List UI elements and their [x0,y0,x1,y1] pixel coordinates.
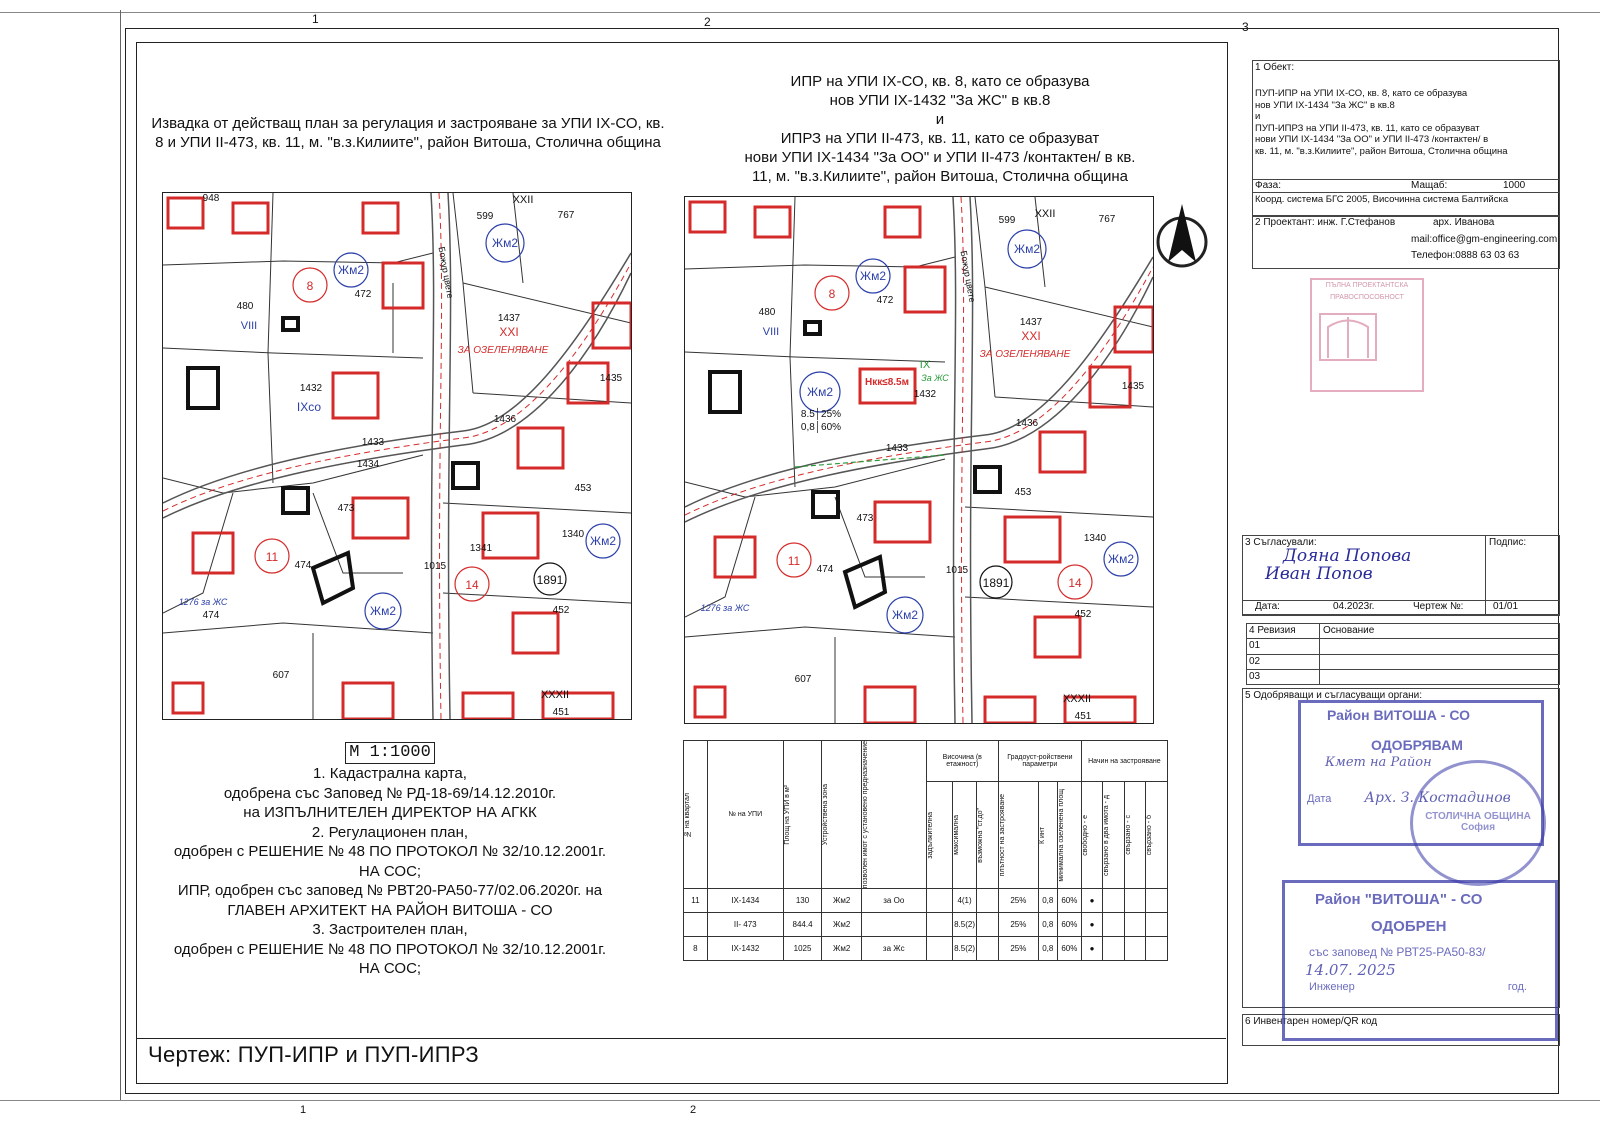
kv11-label: 11 [265,550,279,564]
height-label: Hкк≤8.5м [864,377,910,388]
approval-stamp-order: Район "ВИТОША" - СО ОДОБРЕН със заповед № РВТ25-РА50-83/ 14.07. 2025 Инженер год. [1282,880,1558,1041]
parcel-label: 1437 [497,313,521,324]
params-line1: 8.5│25% [800,409,842,420]
plan-notes: М 1:1000 1. Кадастрална карта, одобрена със Заповед № РД-18-69/14.12.2010г. на ИЗПЪЛНИТЕЛЕН ДИРЕКТОР НА АГКК 2. Регулационен план, одобрен с РЕШЕНИЕ № 48 ПО ПРОТОКОЛ № 32/10.12.2001г. НА СОС; ИПР, одобрен със заповед № РВТ20-РА50-77/02.06.2020г. на ГЛАВЕН АРХИТЕКТ НА РАЙОН ВИТОША - СО 3. Застроителен план, одобрен с РЕШЕНИЕ № 48 ПО ПРОТОКОЛ № 32/10.12.2001г. НА СОС; [173,743,607,977]
left-margin-line [120,10,121,1100]
parcel-label: 1341 [469,543,493,554]
table-row: 11 IX-1434 130 Жм2 за Оо 4(1) 25% 0,8 60% ● [684,889,1168,913]
parcel-label: 451 [1074,711,1092,722]
parcel-label: 453 [574,483,592,494]
params-line2: 0,8│60% [800,422,842,433]
zone-label: Жм2 [491,236,519,250]
parcel-label: 473 [337,503,355,514]
parcel-label: 1437 [1019,317,1043,328]
parcel-label: 1435 [599,373,623,384]
parcel-label: 1433 [361,437,385,448]
parcel-label: 474 [202,610,220,621]
upi-label: VIII [762,326,780,338]
xxi-label: XXI [499,325,519,339]
north-arrow-icon [1154,200,1210,272]
ruler-1: 1 [312,12,319,26]
object-section: 1 Обект: ПУП-ИПР на УПИ IX-СО, кв. 8, като се образува нов УПИ IX-1434 "За ЖС" в кв.8 и ПУП-ИПРЗ на УПИ II-473, кв. 11, като се образуват нови УПИ IX-1434 "За ОО" и УПИ II-473 /контактен/ в кв. 11, м. "в.з.Килиите", район Витоша, Столична община Фаза: Мащаб: 1000 Коорд. система БГС 2005, Височинна система Балтийска [1252,60,1560,217]
parcel-label: 1436 [1015,418,1039,429]
parcel-label: 767 [557,210,575,221]
designer-stamp: ПЪЛНА ПРОЕКТАНТСКА ПРАВОСПОСОБНОСТ [1310,278,1424,392]
zone-label: Жм2 [891,608,919,622]
zone-label: Жм2 [1107,552,1135,566]
parcel-label: 767 [1098,214,1116,225]
ruler-bottom-1: 1 [300,1104,307,1116]
approvals-section: 5 Одобряващи и съгласуващи органи: [1242,688,1560,1008]
road-label: Божур цвете [436,245,456,300]
parcel-label: 599 [476,211,494,222]
parcel-label: 452 [552,605,570,616]
parcel-label: 472 [354,289,372,300]
parcel-label: 1276 за ЖС [700,603,750,613]
xxi-label: XXI [1021,329,1041,343]
parcel-label: 1436 [493,414,517,425]
parcel-1891: 1891 [536,573,564,587]
parcel-label: 607 [794,674,812,685]
parcel-label: 1015 [423,561,447,572]
inventory-section: 6 Инвентарен номер/QR код [1242,1014,1560,1046]
new-upi-label: IX [919,359,931,371]
parcel-label: 1435 [1121,381,1145,392]
agreement-section: 3 Съгласували: Подпис: Дояна Попова Иван Попов [1242,535,1560,615]
upi-label: IXсо [296,400,322,414]
round-seal: СТОЛИЧНА ОБЩИНА София [1410,760,1546,886]
right-title: ИПР на УПИ IX-СО, кв. 8, като се образува нов УПИ IX-1432 "За ЖС" в кв.8 и ИПРЗ на УПИ II-473, кв. 11, като се образуват нови УПИ IX-1434 "За ОО" и УПИ II-473 /контактен/ в кв. 11, м. "в.з.Килиите", район Витоша, Столична община [744,73,1136,185]
parcel-label: 474 [816,564,834,575]
revision-section: 4 Ревизия Основание 01 02 03 [1246,623,1560,685]
parcel-label: 607 [272,670,290,681]
parcel-label: 480 [236,301,254,312]
parcel-label: 1434 [356,459,380,470]
parcel-label: 1015 [945,565,969,576]
parcel-label: 948 [202,193,220,204]
new-upi-purpose: За ЖС [921,373,949,383]
left-title: Извадка от действащ план за регулация и застрояване за УПИ IX-СО, кв. 8 и УПИ II-473, кв. 11, м. "в.з.Килиите", район Витоша, Столична община [151,115,665,151]
designer-section: 2 Проектант: инж. Г.Стефанов арх. Иванова mail:office@gm-engineering.com Телефон:0888 63 03 63 [1252,215,1560,269]
parcel-label: 1433 [885,443,909,454]
approval-stamp-mayor: Район ВИТОША - СО ОДОБРЯВАМ Кмет на Район Дата Арх. З. Костадинов [1298,700,1544,846]
parameters-table: № на квартал № на УПИ Площ на УПИ в м² Устройствена зона позволен имот с установено предназначение Височина (в етажност) Градоуст-ройствени параметри Начин на застрояване задължителна максимална възможна "ст.до" плътност на застрояване К инт минимална озеленена площ свободно - е свързано в два имота - д свързано - с свързано - б 11 IX-1434 130 Жм2 за Оо 4(1) 25% 0,8 60% ● II- 473 844.4 Жм2 8.5(2) 25% 0,8 60% ● 8 IX-1432 1025 Жм2 за Жс 8.5(2) 25% 0,8 60% ● [683,740,1168,961]
table-row: 8 IX-1432 1025 Жм2 за Жс 8.5(2) 25% 0,8 60% ● [684,937,1168,961]
proposed-plan-map [684,196,1154,724]
upi-label: XXII [1034,208,1056,220]
parcel-label: 599 [998,215,1016,226]
parcel-label: 474 [294,560,312,571]
table-row: II- 473 844.4 Жм2 8.5(2) 25% 0,8 60% ● [684,913,1168,937]
parcel-1891: 1891 [982,576,1010,590]
drawing-title: Чертеж: ПУП-ИПР и ПУП-ИПРЗ [148,1042,479,1067]
parcel-label: 453 [1014,487,1032,498]
date-row: Дата: 04.2023г. Чертеж №: 01/01 [1242,600,1560,616]
upi-label: XXXII [540,689,570,701]
parcel-label: 452 [1074,609,1092,620]
parcel-label: 473 [856,513,874,524]
parcel-label: 451 [552,707,570,718]
upi-label: VIII [240,320,258,332]
zone-label: Жм2 [337,263,365,277]
road-label: Божур цвете [958,249,978,304]
zone-label: Жм2 [806,385,834,399]
kv8-label: 8 [828,287,836,301]
zone-label: Жм2 [369,604,397,618]
ruler-bottom-2: 2 [690,1104,697,1116]
divider [136,1038,1226,1039]
zone-label: Жм2 [859,269,887,283]
signature-1: Дояна Попова [1283,546,1412,566]
current-plan-map [162,192,632,720]
ozel-label: ЗА ОЗЕЛЕНЯВАНЕ [457,345,549,356]
parcel-label: 472 [876,295,894,306]
parcel-label: 1432 [299,383,323,394]
upi-label: XXXII [1062,693,1092,705]
bottom-ruler [0,1100,1600,1101]
kv14-label: 14 [1068,576,1082,590]
scale-label: М 1:1000 [345,742,435,764]
top-ruler [0,12,1600,13]
parcel-label: 1276 за ЖС [178,597,228,607]
ruler-2: 2 [704,15,711,29]
signature-2: Иван Попов [1265,564,1373,584]
zone-label: Жм2 [1013,242,1041,256]
kv14-label: 14 [465,578,479,592]
ruler-3: 3 [1242,20,1249,34]
kv11-label: 11 [787,554,801,568]
parcel-label: 1432 [913,389,937,400]
zone-label: Жм2 [589,534,617,548]
parcel-label: 1340 [1083,533,1107,544]
parcel-label: 480 [758,307,776,318]
ozel-label: ЗА ОЗЕЛЕНЯВАНЕ [979,349,1071,360]
upi-label: XXII [512,194,534,206]
parcel-label: 1340 [561,529,585,540]
kv8-label: 8 [306,279,314,293]
